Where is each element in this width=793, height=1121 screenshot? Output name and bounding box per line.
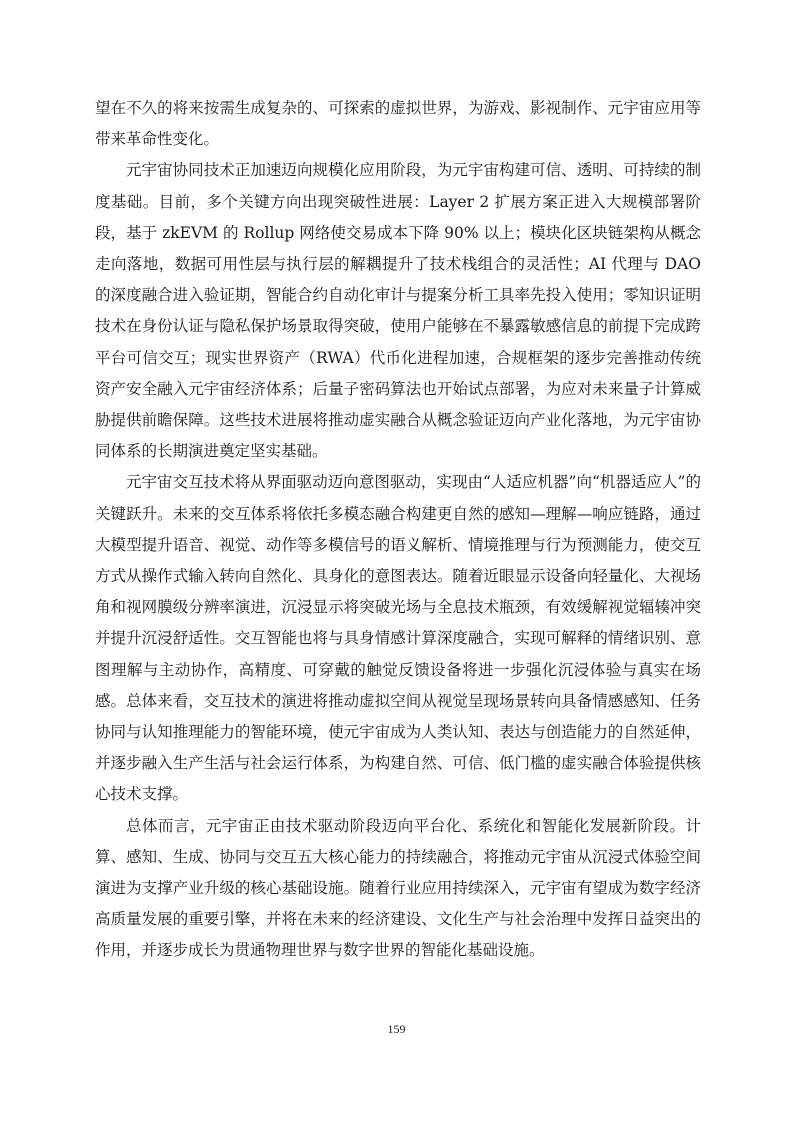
body-text	[95, 93, 701, 967]
paragraph-1: 望在不久的将来按需生成复杂的、可探索的虚拟世界，为游戏、影视制作、元宇宙应用等带来革命性变化。	[95, 99, 701, 149]
paragraph-2: 元宇宙协同技术正加速迈向规模化应用阶段，为元宇宙构建可信、透明、可持续的制度基础。目前，多个关键方向出现突破性进展：Layer 2 扩展方案正进入大规模部署阶段，基于 zkEVM 的 Rollup 网络使交易成本下降 90% 以上；模块化区块链架构从概念走向落地，数据可用性层与执行层的解耦提升了技术栈组合的灵活性；AI 代理与 DAO 的深度融合进入验证期，智能合约自动化审计与提案分析工具率先投入使用；零知识证明技术在身份认证与隐私保护场景取得突破，使用户能够在不暴露敏感信息的前提下完成跨平台可信交互；现实世界资产（RWA）代币化进程加速，合规框架的逐步完善推动传统资产安全融入元宇宙经济体系；后量子密码算法也开始试点部署，为应对未来量子计算威胁提供前瞻保障。这些技术进展将推动虚实融合从概念验证迈向产业化落地，为元宇宙协同体系的长期演进奠定坚实基础。	[95, 161, 701, 461]
paragraph-4: 总体而言，元宇宙正由技术驱动阶段迈向平台化、系统化和智能化发展新阶段。计算、感知、生成、协同与交互五大核心能力的持续融合，将推动元宇宙从沉浸式体验空间演进为支撑产业升级的核心基础设施。随着行业应用持续深入，元宇宙有望成为数字经济高质量发展的重要引擎，并将在未来的经济建设、文化生产与社会治理中发挥日益突出的作用，并逐步成长为贯通物理世界与数字世界的智能化基础设施。	[95, 816, 701, 960]
paragraph-3: 元宇宙交互技术将从界面驱动迈向意图驱动，实现由“人适应机器”向“机器适应人”的关键跃升。未来的交互体系将依托多模态融合构建更自然的感知—理解—响应链路，通过大模型提升语音、视觉、动作等多模信号的语义解析、情境推理与行为预测能力，使交互方式从操作式输入转向自然化、具身化的意图表达。随着近眼显示设备向轻量化、大视场角和视网膜级分辨率演进，沉浸显示将突破光场与全息技术瓶颈，有效缓解视觉辐辏冲突并提升沉浸舒适性。交互智能也将与具身情感计算深度融合，实现可解释的情绪识别、意图理解与主动协作，高精度、可穿戴的触觉反馈设备将进一步强化沉浸体验与真实在场感。总体来看，交互技术的演进将推动虚拟空间从视觉呈现场景转向具备情感感知、任务协同与认知推理能力的智能环境，使元宇宙成为人类认知、表达与创造能力的自然延伸，并逐步融入生产生活与社会运行体系，为构建自然、可信、低门槛的虚实融合体验提供核心技术支撑。	[95, 473, 701, 804]
page-number: 159	[387, 1022, 406, 1036]
